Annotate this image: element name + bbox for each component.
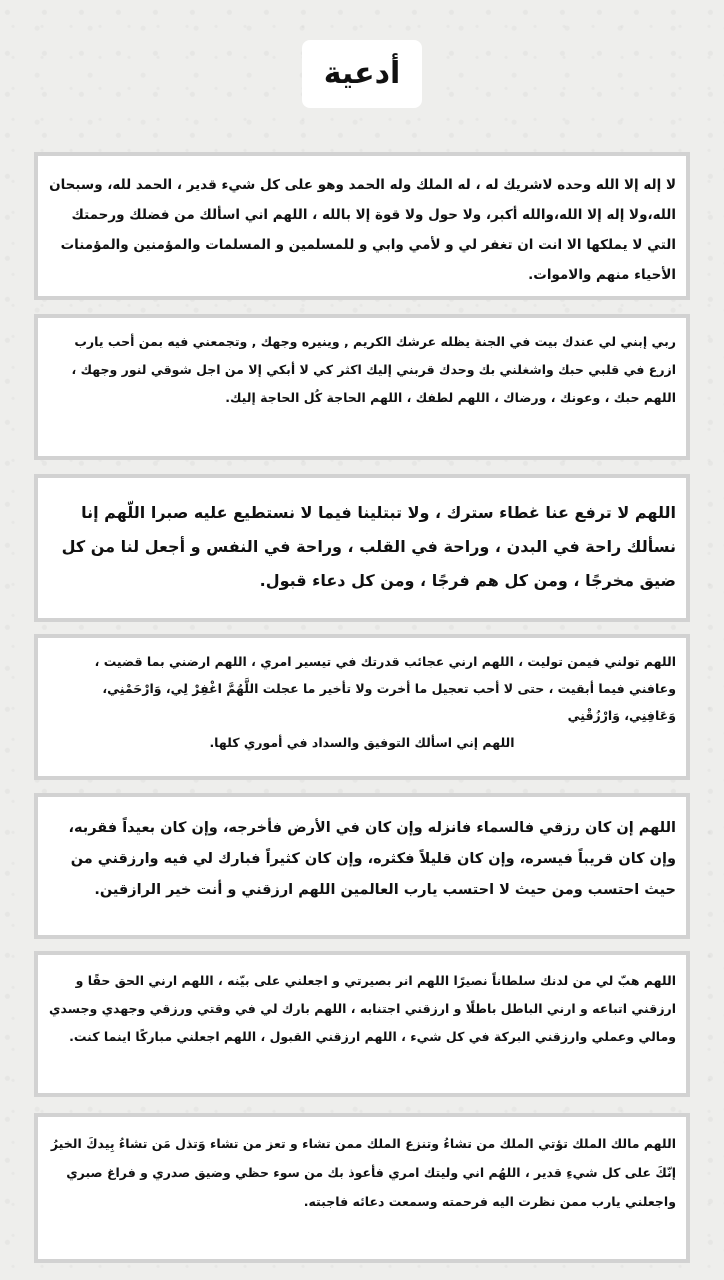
dua-text: لا إله إلا الله وحده لاشريك له ، له الملك وله الحمد وهو على كل شيء قدير ، الحمد لله، وسبحان الله،ولا إله إلا الله،والله أكبر، ولا حول ولا قوة إلا بالله ، اللهم اني اسألك من فضلك ورحمتك التي لا يملكها الا انت ان تغفر لي و لأمي وابي و للمسلمين و المسلمات والمؤمنين والمؤمنات الأحياء منهم والاموات. [49,177,676,283]
page-title: أدعية [302,40,423,108]
dua-text: اللهم تولني فيمن توليت ، اللهم ارني عجائب قدرتك في تيسير امري ، اللهم ارضني بما قضيت ، وعافني فيما أبقيت ، حتى لا أحب تعجيل ما أخرت ولا تأخير ما عجلت اللَّهُمَّ اغْفِرْ لِي، وَارْحَمْنِي، وَعَافِنِي، وَارْزُقْنِي [94,654,676,723]
dua-card-6 [34,951,690,1097]
dua-text: اللهم هبّ لي من لدنك سلطاناً نصيرًا اللهم انر بصيرتي و اجعلني على بيّنه ، اللهم ارني الحق حقًا و ارزقني اتباعه و ارني الباطل باطلًا و ارزقني اجتنابه ، اللهم بارك لي في وقتي ورزقي وجهدي وجسدي ومالي وعملي وارزقني البركة في كل شيء ، اللهم ارزقني القبول ، اللهم اجعلني مباركًا اينما كنت. [49,973,676,1044]
dua-card-5 [34,793,690,939]
dua-card-2 [34,314,690,460]
dua-card-7 [34,1113,690,1263]
dua-text: اللهم لا ترفع عنا غطاء سترك ، ولا تبتلينا فيما لا نستطيع عليه صبرا اللّهم إنا نسألك راحة في البدن ، وراحة في القلب ، وراحة في النفس و أجعل لنا من كل ضيق مخرجًا ، ومن كل هم فرجًا ، ومن كل دعاء قبول. [61,503,676,590]
title-area [0,40,724,108]
dua-text: اللهم إن كان رزقي فالسماء فانزله وإن كان في الأرض فأخرجه، وإن كان بعيداً فقربه، وإن كان قريباً فيسره، وإن كان قليلاً فكثره، وإن كان كثيراً فبارك لي فيه وارزقني من حيث احتسب ومن حيث لا احتسب يارب العالمين اللهم ارزقني و أنت خير الرازقين. [68,820,676,898]
dua-card-4 [34,634,690,780]
dua-text: اللهم مالك الملك تؤتي الملك من تشاءُ وتنزع الملك ممن تشاء و تعز من تشاء وَتذل مَن تشاءُ بِيدكَ الخيرُ إنّكَ على كل شيءِ قدير ، اللهُم اني وليتك امري فأعوذ بك من سوء حظي وضيق صدري و فراغ صبري واجعلني يارب ممن نظرت اليه فرحمته وسمعت دعائه فاجبته. [50,1136,676,1209]
dua-card-3 [34,474,690,622]
dua-card-1 [34,152,690,300]
dua-closing: اللهم إني اسألك التوفيق والسداد في أموري كلها. [209,735,515,750]
dua-text: ربي إبني لي عندك بيت في الجنة يظله عرشك الكريم , وينيره وجهك , وتجمعني فيه بمن أحب يارب ازرع في قلبي حبك واشغلني بك وحدك قربني إليك اكثر كي لا أبكي إلا من اجل شوقي لنور وجهك ، اللهم حبك ، وعونك ، ورضاك ، اللهم لطفك ، اللهم الحاجة كُل الحاجة إليك. [71,334,676,405]
